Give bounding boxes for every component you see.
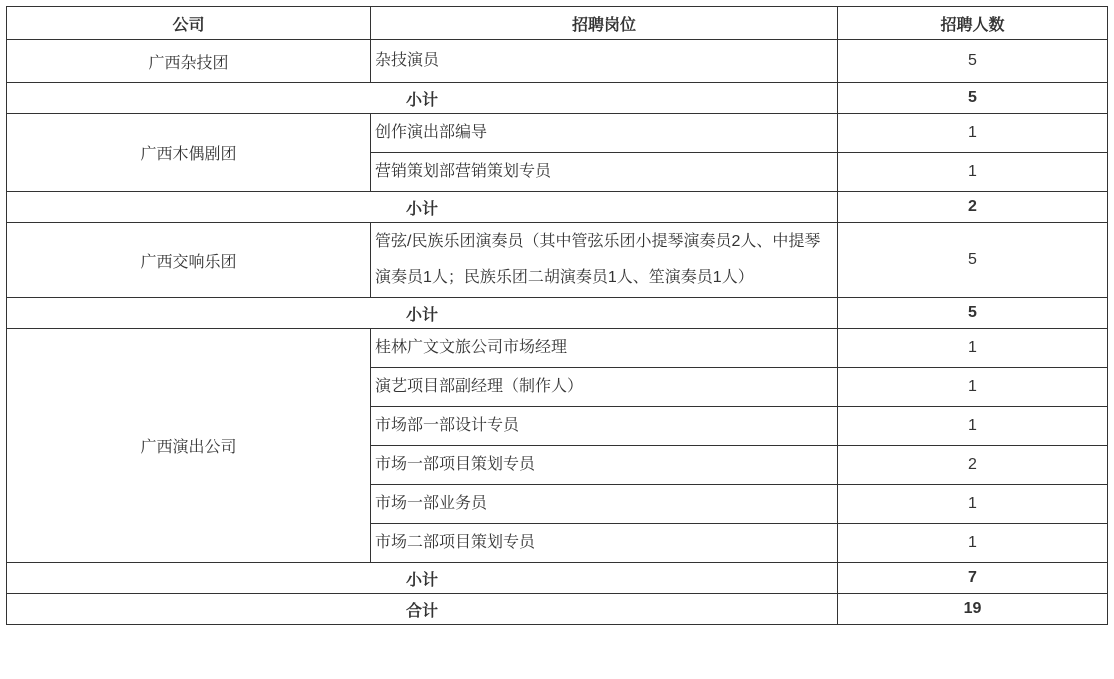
recruitment-table: [6, 6, 1108, 625]
subtotal-count-cell: 5: [838, 83, 1108, 114]
table-row: [7, 223, 1108, 298]
count-cell: 1: [838, 524, 1108, 563]
position-cell: 管弦/民族乐团演奏员（其中管弦乐团小提琴演奏员2人、中提琴演奏员1人；民族乐团二胡演奏员1人、笙演奏员1人）: [371, 223, 838, 298]
count-cell: 5: [838, 223, 1108, 298]
table-row: [7, 40, 1108, 83]
position-cell: 创作演出部编导: [371, 114, 838, 153]
table-row: [7, 329, 1108, 368]
subtotal-row: [7, 563, 1108, 594]
subtotal-row: [7, 192, 1108, 223]
count-cell: 1: [838, 329, 1108, 368]
subtotal-row: [7, 83, 1108, 114]
count-cell: 1: [838, 485, 1108, 524]
position-cell: 演艺项目部副经理（制作人）: [371, 368, 838, 407]
company-cell: 广西木偶剧团: [7, 114, 371, 192]
header-count: 招聘人数: [838, 7, 1108, 40]
total-row: [7, 594, 1108, 625]
total-count-cell: 19: [838, 594, 1108, 625]
header-position: 招聘岗位: [371, 7, 838, 40]
company-cell: 广西杂技团: [7, 40, 371, 83]
position-cell: 市场二部项目策划专员: [371, 524, 838, 563]
subtotal-label-cell: 小计: [7, 563, 838, 594]
position-cell: 市场部一部设计专员: [371, 407, 838, 446]
company-cell: 广西演出公司: [7, 329, 371, 563]
subtotal-count-cell: 7: [838, 563, 1108, 594]
count-cell: 1: [838, 114, 1108, 153]
header-company: 公司: [7, 7, 371, 40]
position-cell: 杂技演员: [371, 40, 838, 83]
subtotal-label-cell: 小计: [7, 192, 838, 223]
count-cell: 2: [838, 446, 1108, 485]
position-cell: 桂林广文文旅公司市场经理: [371, 329, 838, 368]
count-cell: 5: [838, 40, 1108, 83]
subtotal-count-cell: 5: [838, 298, 1108, 329]
subtotal-label-cell: 小计: [7, 83, 838, 114]
subtotal-count-cell: 2: [838, 192, 1108, 223]
subtotal-row: [7, 298, 1108, 329]
count-cell: 1: [838, 153, 1108, 192]
position-cell: 市场一部业务员: [371, 485, 838, 524]
table-header-row: [7, 7, 1108, 40]
position-cell: 营销策划部营销策划专员: [371, 153, 838, 192]
count-cell: 1: [838, 368, 1108, 407]
position-cell: 市场一部项目策划专员: [371, 446, 838, 485]
count-cell: 1: [838, 407, 1108, 446]
total-label-cell: 合计: [7, 594, 838, 625]
table-row: [7, 114, 1108, 153]
subtotal-label-cell: 小计: [7, 298, 838, 329]
company-cell: 广西交响乐团: [7, 223, 371, 298]
